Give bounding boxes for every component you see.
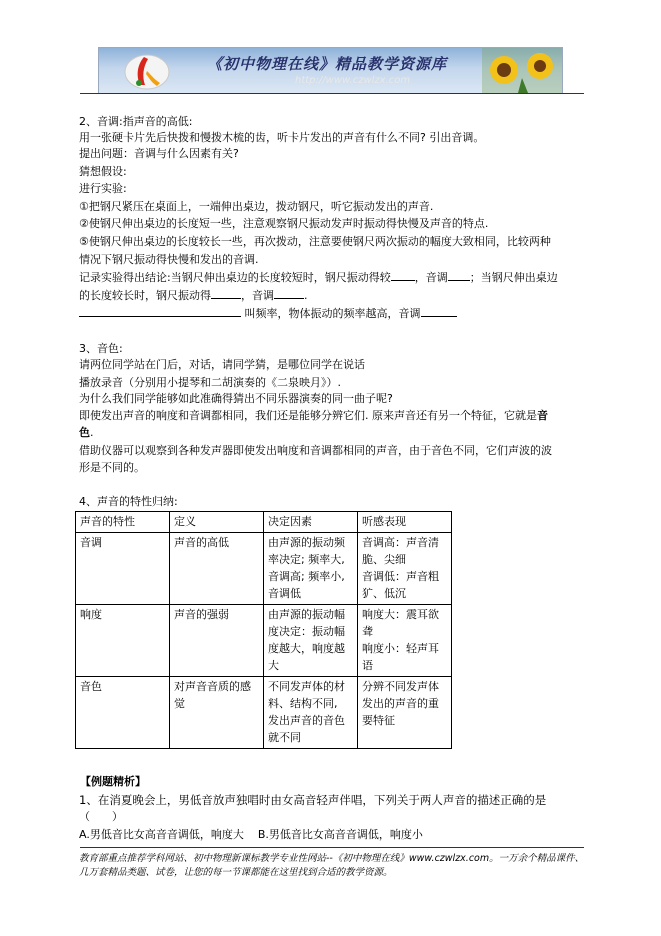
blank-fill[interactable] — [211, 287, 241, 299]
blank-fill[interactable] — [391, 269, 415, 281]
cell-definition: 声音的高低 — [170, 533, 264, 605]
banner-title: 《初中物理在线》精品教学资源库 — [207, 55, 448, 73]
table-row — [76, 605, 452, 677]
pitch-intro: 用一张硬卡片先后快拨和慢拨木梳的齿，听卡片发出的声音有什么不同? 引出音调。 — [79, 131, 485, 144]
pitch-heading: 2、音调:指声音的高低: — [79, 115, 193, 128]
cell-property: 音调 — [76, 533, 170, 605]
cell-factor: 由声源的振动频 率决定; 频率大, 音调高; 频率小, 音调低 — [264, 533, 358, 605]
table-header-row — [76, 512, 452, 533]
example-question-paren: （ ） — [79, 810, 123, 823]
timbre-p5-cont: 形是不同的。 — [79, 461, 145, 474]
cell-property: 音色 — [76, 677, 170, 749]
timbre-p4-cont: 色. — [79, 426, 94, 439]
timbre-p2: 播放录音（分别用小提琴和二胡演奏的《二泉映月》）. — [79, 376, 341, 389]
pitch-step-1: ①把钢尺紧压在桌面上，一端伸出桌边，拨动钢尺，听它振动发出的声音. — [79, 200, 434, 213]
timbre-p4: 即使发出声音的响度和音调都相同，我们还是能够分辨它们. 原来声音还有另一个特征，它就是音 — [79, 409, 548, 422]
blank-fill[interactable] — [421, 305, 457, 317]
pitch-conclusion-3: 叫频率，物体振动的频率越高，音调 — [79, 305, 457, 322]
example-options — [79, 827, 423, 843]
cell-definition: 对声音音质的感 觉 — [170, 677, 264, 749]
cell-definition: 声音的强弱 — [170, 605, 264, 677]
footer-line-2: 几万套精品类题、试卷，让您的每一节课都能在这里找到合适的教学资源。 — [79, 867, 393, 878]
table-row — [76, 677, 452, 749]
blank-fill[interactable] — [274, 287, 304, 299]
header-banner — [98, 47, 563, 94]
site-logo-icon — [117, 48, 177, 93]
example-question-1: 1、在消夏晚会上，男低音放声独唱时由女高音轻声伴唱，下列关于两人声音的描述正确的是 — [79, 793, 547, 807]
option-b[interactable]: B.男低音比女高音音调低，响度小 — [257, 828, 423, 841]
footer-rule — [80, 847, 584, 848]
cell-perception: 分辨不同发声体 发出的声音的重 要特征 — [358, 677, 452, 749]
cell-perception: 响度大：震耳欲 聋 响度小：轻声耳 语 — [358, 605, 452, 677]
header-rule — [80, 93, 584, 94]
pitch-hypothesis: 猜想假设: — [79, 165, 127, 178]
footer-line-1: 教育部重点推荐学科网站、初中物理新课标教学专业性网站--《初中物理在线》www.czwlzx.com。一万余个精品课件、 — [79, 853, 585, 864]
pitch-step-3b: 情况下钢尺振动得快慢和发出的音调. — [79, 253, 259, 266]
option-a[interactable]: A.男低音比女高音音调低，响度大 — [79, 828, 244, 841]
pitch-step-2: ②使钢尺伸出桌边的长度短一些，注意观察钢尺振动发声时振动得快慢及声音的特点. — [79, 217, 489, 230]
cell-perception: 音调高：声音清 脆、尖细 音调低：声音粗 犷、低沉 — [358, 533, 452, 605]
timbre-p3: 为什么我们同学能够如此准确得猜出不同乐器演奏的同一曲子呢? — [79, 392, 393, 405]
pitch-step-3: ⑤使钢尺伸出桌边的长度较长一些，再次拨动，注意要使钢尺两次振动的幅度大致相同，比较两种 — [79, 235, 551, 248]
timbre-p1: 请两位同学站在门后，对话，请同学猜，是哪位同学在说话 — [79, 358, 365, 371]
cell-factor: 由声源的振动幅 度决定：振动幅 度越大，响度越 大 — [264, 605, 358, 677]
pitch-question: 提出问题：音调与什么因素有关? — [79, 147, 239, 160]
summary-heading: 4、声音的特性归纳: — [79, 495, 178, 508]
pitch-conclusion-2: 的长度较长时，钢尺振动得 ，音调 . — [79, 289, 308, 302]
pitch-experiment: 进行实验: — [79, 182, 127, 195]
column-header: 听感表现 — [358, 512, 452, 533]
timbre-heading: 3、音色: — [79, 342, 123, 355]
blank-fill[interactable] — [448, 269, 470, 281]
timbre-p5: 借助仪器可以观察到各种发声器即使发出响度和音调都相同的声音，由于音色不同，它们声波的波 — [79, 444, 552, 457]
sunflower-icon — [482, 48, 562, 93]
blank-fill[interactable] — [79, 305, 241, 317]
table-row — [76, 533, 452, 605]
cell-factor: 不同发声体的材 料、结构不同, 发出声音的音色 就不同 — [264, 677, 358, 749]
example-heading: 【例题精析】 — [80, 775, 146, 788]
pitch-conclusion-1: 记录实验得出结论:当钢尺伸出桌边的长度较短时，钢尺振动得较 ，音调 ；当钢尺伸出桌边 — [79, 271, 558, 284]
column-header: 定义 — [170, 512, 264, 533]
column-header: 决定因素 — [264, 512, 358, 533]
banner-url: http://www.czwlzx.com — [295, 75, 411, 86]
cell-property: 响度 — [76, 605, 170, 677]
column-header: 声音的特性 — [76, 512, 170, 533]
sound-properties-table — [75, 511, 452, 749]
